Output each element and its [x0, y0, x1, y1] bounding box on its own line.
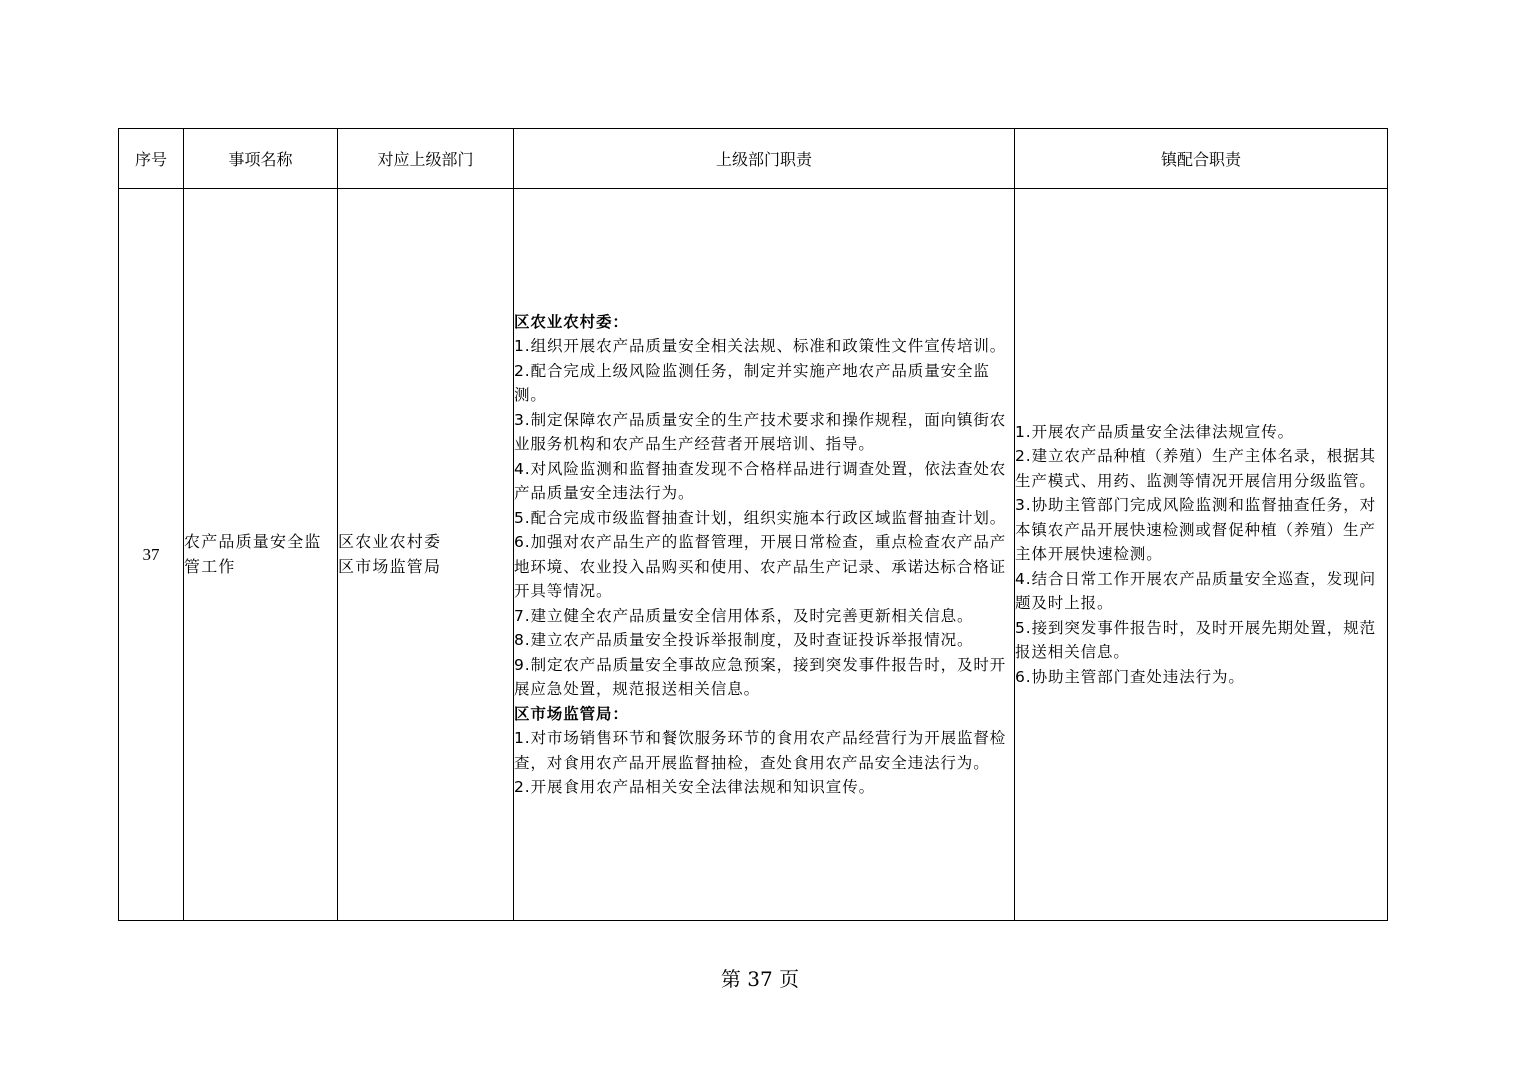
town-duty-item: 2.建立农产品种植（养殖）生产主体名录，根据其生产模式、用药、监测等情况开展信用分级监管。 [1015, 447, 1376, 490]
header-upper-duty: 上级部门职责 [514, 129, 1015, 189]
section-title-market: 区市场监管局： [514, 704, 629, 723]
responsibility-table [118, 128, 1388, 921]
duty-item: 1.组织开展农产品质量安全相关法规、标准和政策性文件宣传培训。 [514, 337, 1007, 355]
town-duty-item: 6.协助主管部门查处违法行为。 [1015, 667, 1245, 686]
duty-item: 7.建立健全农产品质量安全信用体系，及时完善更新相关信息。 [514, 606, 974, 625]
duty-item: 3.制定保障农产品质量安全的生产技术要求和操作规程，面向镇街农业服务机构和农产品生产经营者开展培训、指导。 [514, 410, 1007, 453]
cell-upper-duty [514, 189, 1015, 921]
duty-item: 1.对市场销售环节和餐饮服务环节的食用农产品经营行为开展监督检查，对食用农产品开展监督抽检，查处食用农产品安全违法行为。 [514, 729, 1007, 772]
page-number: 第 37 页 [720, 967, 800, 991]
town-duty-item: 1.开展农产品质量安全法律法规宣传。 [1015, 422, 1294, 441]
town-duty-item: 5.接到突发事件报告时，及时开展先期处置，规范报送相关信息。 [1015, 618, 1376, 662]
upper-dept-1: 区农业农村委 [338, 532, 442, 551]
town-duty-item: 3.协助主管部门完成风险监测和监督抽查任务，对本镇农产品开展快速检测或督促种植（养殖）生产主体开展快速检测。 [1015, 496, 1376, 564]
upper-dept-2: 区市场监管局 [338, 556, 442, 576]
cell-upper-dept [338, 189, 514, 921]
duty-item: 2.配合完成上级风险监测任务，制定并实施产地农产品质量安全监测。 [514, 361, 990, 404]
town-duty-item: 4.结合日常工作开展农产品质量安全巡查，发现问题及时上报。 [1015, 569, 1376, 613]
section-title-agri: 区农业农村委： [514, 312, 629, 331]
header-seq: 序号 [119, 129, 184, 189]
table-row [119, 189, 1388, 921]
duty-item: 5.配合完成市级监督抽查计划，组织实施本行政区域监督抽查计划。 [514, 508, 1007, 527]
duty-item: 4.对风险监测和监督抽查发现不合格样品进行调查处置，依法查处农产品质量安全违法行为。 [514, 459, 1007, 502]
duty-item: 9.制定农产品质量安全事故应急预案，接到突发事件报告时，及时开展应急处置，规范报送相关信息。 [514, 655, 1007, 698]
duty-item: 6.加强对农产品生产的监督管理，开展日常检查，重点检查农产品产地环境、农业投入品购买和使用、农产品生产记录、承诺达标合格证开具等情况。 [514, 533, 1007, 600]
cell-town-duty [1015, 189, 1388, 921]
header-town-duty: 镇配合职责 [1015, 129, 1388, 189]
cell-item-name: 农产品质量安全监管工作 [184, 189, 338, 921]
duty-item: 8.建立农产品质量安全投诉举报制度，及时查证投诉举报情况。 [514, 631, 974, 649]
duty-item: 2.开展食用农产品相关安全法律法规和知识宣传。 [514, 778, 875, 796]
header-upper-dept: 对应上级部门 [338, 129, 514, 189]
header-item-name: 事项名称 [184, 129, 338, 189]
table-header-row [119, 129, 1388, 189]
cell-seq: 37 [119, 189, 184, 921]
